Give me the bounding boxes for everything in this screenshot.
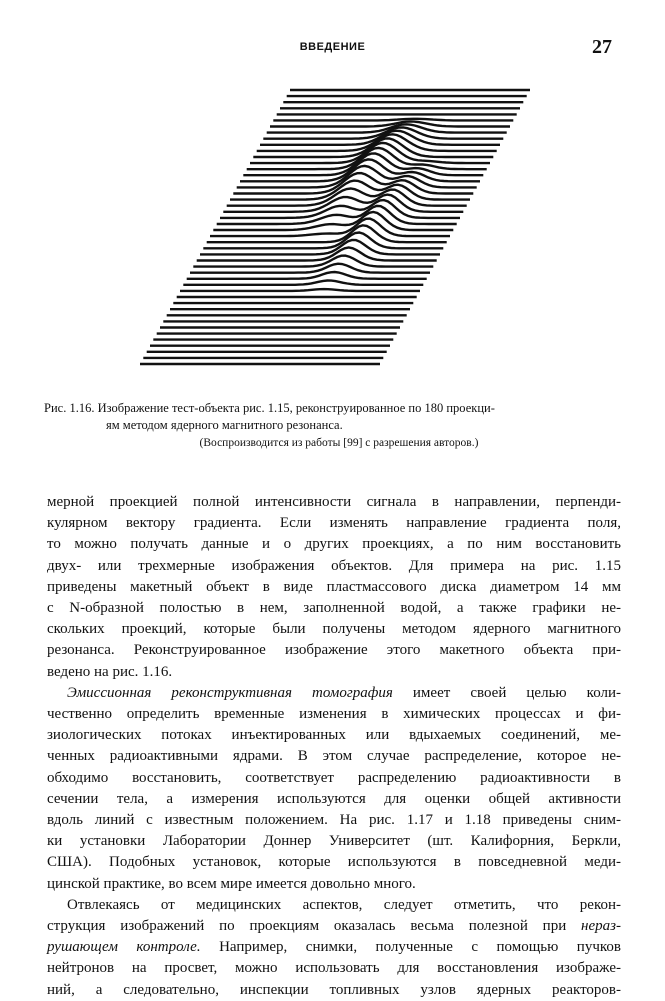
text-line: зиологических потоках инъектированных или вдыхаемых соединений, ме-: [47, 727, 621, 744]
text-line: резонанса. Реконструированное изображение этого макетного объекта при-: [47, 642, 621, 659]
text-line: ний, а следовательно, инспекции топливных узлов ядерных реакторов-: [47, 981, 621, 998]
text-line: чественно определить временные изменения в химических процессах и фи-: [47, 706, 621, 723]
caption-label: Рис. 1.16.: [44, 401, 95, 415]
text-line: США). Подобных установок, которые используются в повседневной меди-: [47, 854, 621, 871]
text-line: с N-образной полостью в нем, заполненной водой, а также графики не-: [47, 600, 621, 617]
figure-caption: [44, 400, 634, 452]
text-line: обходимо восстановить, соответствует распределению радиоактивности в: [47, 769, 621, 786]
text-line: сечении тела, а измерения используются для оценки общей активности: [47, 790, 621, 807]
scan-line: [210, 219, 450, 237]
paragraph-2: [47, 683, 621, 895]
text-line: то можно получать данные и о других проекциях, а по ним восстановить: [47, 536, 621, 553]
text-line: приведены макетный объект в виде пластмассового диска диаметром 14 мм: [47, 578, 621, 595]
scan-line: [270, 122, 510, 127]
body-text: [47, 492, 621, 1001]
text-line: ченных радиоактивными ядрами. В этом случае распределение, которое не-: [47, 748, 621, 765]
text-line: скольких проекций, которые были получены методом ядерного магнитного: [47, 621, 621, 638]
text-line: нейтронов на просвет, можно использовать для восстановления изображе-: [47, 960, 621, 977]
term-emission-tomography: Эмиссионная реконструктивная томография: [67, 684, 393, 701]
running-title: ВВЕДЕНИЕ: [299, 41, 366, 53]
text-line: ки установки Лаборатории Доннер Университет (шт. Калифорния, Беркли,: [47, 833, 621, 850]
caption-text-line2: ям методом ядерного магнитного резонанса.: [106, 418, 343, 432]
caption-main: [44, 400, 634, 434]
scan-line: [217, 206, 457, 224]
text-line: вдоль линий с известным положением. На рис. 1.17 и 1.18 приведены сним-: [47, 812, 621, 829]
text-line: кулярном вектору градиента. Если изменять направление градиента поля,: [47, 515, 621, 532]
text-fragment: имеет своей целью коли-: [392, 684, 622, 701]
text-line: Отвлекаясь от медицинских аспектов, следует отметить, что рекон-: [67, 896, 621, 913]
text-line: цинской практике, во всем мире имеется довольно много.: [47, 875, 416, 892]
text-line: [47, 937, 621, 958]
caption-credit: (Воспроизводится из работы [99] с разрешения авторов.): [199, 437, 479, 449]
text-line: [47, 916, 621, 937]
text-line: мерной проекцией полной интенсивности сигнала в направлении, перпенди-: [47, 494, 621, 510]
text-fragment: Например, снимки, полученные с помощью пучков: [200, 939, 621, 956]
text-fragment: струкция изображений по проекциям оказалась весьма полезной при: [47, 918, 582, 935]
figure-reconstruction-image: [100, 82, 540, 382]
page-number: 27: [592, 36, 612, 58]
term-nondestructive-cont: рушающем контроле.: [47, 939, 201, 956]
scan-line: [223, 195, 463, 212]
term-nondestructive: нераз-: [581, 918, 621, 935]
paragraph-1: [47, 492, 621, 683]
scan-line: [180, 289, 420, 291]
paragraph-3: [47, 895, 621, 1001]
scan-line: [190, 264, 430, 273]
text-line: двух- или трехмерные изображения объектов. Для примера на рис. 1.15: [47, 557, 621, 574]
text-line: [47, 683, 621, 704]
text-line: ведено на рис. 1.16.: [47, 663, 173, 680]
caption-text-line1: Изображение тест-объекта рис. 1.15, реконструированное по 180 проекци-: [97, 401, 495, 415]
scan-line: [183, 281, 423, 285]
scan-line: [273, 119, 513, 121]
